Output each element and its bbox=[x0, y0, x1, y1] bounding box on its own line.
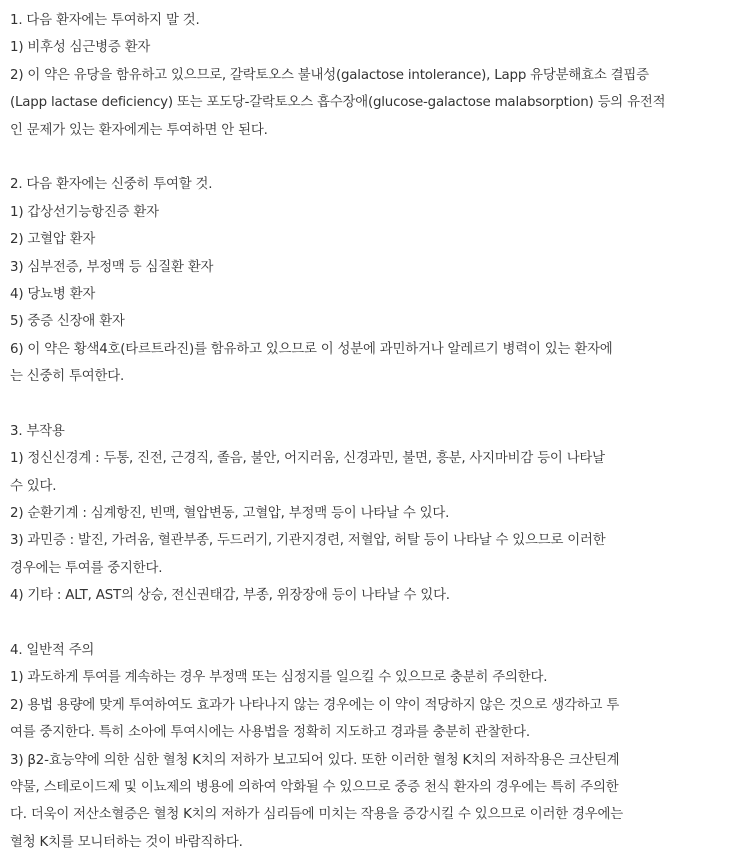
text-line: 2) 이 약은 유당을 함유하고 있으므로, 갈락토오스 불내성(galactose intolerance), Lapp 유당분해효소 결핍증 bbox=[10, 67, 649, 83]
text-line: 6) 이 약은 황색4호(타르트라진)를 함유하고 있으므로 이 성분에 과민하거나 알레르기 병력이 있는 환자에 bbox=[10, 341, 613, 357]
paragraph-gap bbox=[10, 610, 746, 637]
text-line: (Lapp lactase deficiency) 또는 포도당-갈락토오스 흡수장애(glucose-galactose malabsorption) 등의 유전적 bbox=[10, 95, 666, 111]
section-heading: 3. 부작용 bbox=[10, 423, 65, 439]
section-contraindications bbox=[10, 7, 746, 144]
text-line: 경우에는 투여를 중지한다. bbox=[10, 560, 163, 576]
text-line: 2) 순환기계 : 심계항진, 빈맥, 혈압변동, 고혈압, 부정맥 등이 나타날 수 있다. bbox=[10, 506, 450, 522]
drug-label-document bbox=[10, 7, 746, 856]
text-line: 약물, 스테로이드제 및 이뇨제의 병용에 의하여 악화될 수 있으므로 중증 천식 환자의 경우에는 특히 주의한 bbox=[10, 779, 619, 795]
section-general-precautions bbox=[10, 637, 746, 856]
text-line: 혈청 K치를 모니터하는 것이 바람직하다. bbox=[10, 834, 243, 850]
paragraph-gap bbox=[10, 390, 746, 417]
text-line: 다. 더욱이 저산소혈증은 혈청 K치의 저하가 심리듬에 미치는 작용을 증강시킬 수 있으므로 이러한 경우에는 bbox=[10, 807, 623, 823]
text-line: 인 문제가 있는 환자에게는 투여하면 안 된다. bbox=[10, 122, 268, 138]
text-line: 3) β2-효능약에 의한 심한 혈청 K치의 저하가 보고되어 있다. 또한 이러한 혈청 K치의 저하작용은 크산틴계 bbox=[10, 752, 620, 768]
text-line: 3) 심부전증, 부정맥 등 심질환 환자 bbox=[10, 259, 214, 275]
text-line: 1) 비후성 심근병증 환자 bbox=[10, 40, 151, 56]
text-line: 4) 기타 : ALT, AST의 상승, 전신권태감, 부종, 위장장애 등이 나타날 수 있다. bbox=[10, 588, 450, 604]
text-line: 3) 과민증 : 발진, 가려움, 혈관부종, 두드러기, 기관지경련, 저혈압, 허탈 등이 나타날 수 있으므로 이러한 bbox=[10, 533, 606, 549]
text-line: 1) 정신신경계 : 두통, 진전, 근경직, 졸음, 불안, 어지러움, 신경과민, 불면, 흥분, 사지마비감 등이 나타날 bbox=[10, 451, 605, 467]
section-side-effects bbox=[10, 418, 746, 610]
section-heading: 1. 다음 환자에는 투여하지 말 것. bbox=[10, 13, 200, 28]
text-line: 5) 중증 신장애 환자 bbox=[10, 314, 125, 330]
section-caution bbox=[10, 171, 746, 390]
text-line: 1) 갑상선기능항진증 환자 bbox=[10, 204, 159, 220]
text-line: 2) 용법 용량에 맞게 투여하여도 효과가 나타나지 않는 경우에는 이 약이 적당하지 않은 것으로 생각하고 투 bbox=[10, 697, 620, 713]
section-heading: 2. 다음 환자에는 신중히 투여할 것. bbox=[10, 177, 213, 193]
paragraph-gap bbox=[10, 144, 746, 171]
text-line: 2) 고혈압 환자 bbox=[10, 232, 96, 248]
text-line: 1) 과도하게 투여를 계속하는 경우 부정맥 또는 심정지를 일으킬 수 있으므로 충분히 주의한다. bbox=[10, 670, 548, 686]
text-line: 4) 당뇨병 환자 bbox=[10, 286, 96, 302]
text-line: 수 있다. bbox=[10, 478, 57, 494]
text-line: 여를 중지한다. 특히 소아에 투여시에는 사용법을 정확히 지도하고 경과를 충분히 관찰한다. bbox=[10, 725, 530, 741]
text-line: 는 신중히 투여한다. bbox=[10, 369, 125, 385]
section-heading: 4. 일반적 주의 bbox=[10, 642, 95, 658]
